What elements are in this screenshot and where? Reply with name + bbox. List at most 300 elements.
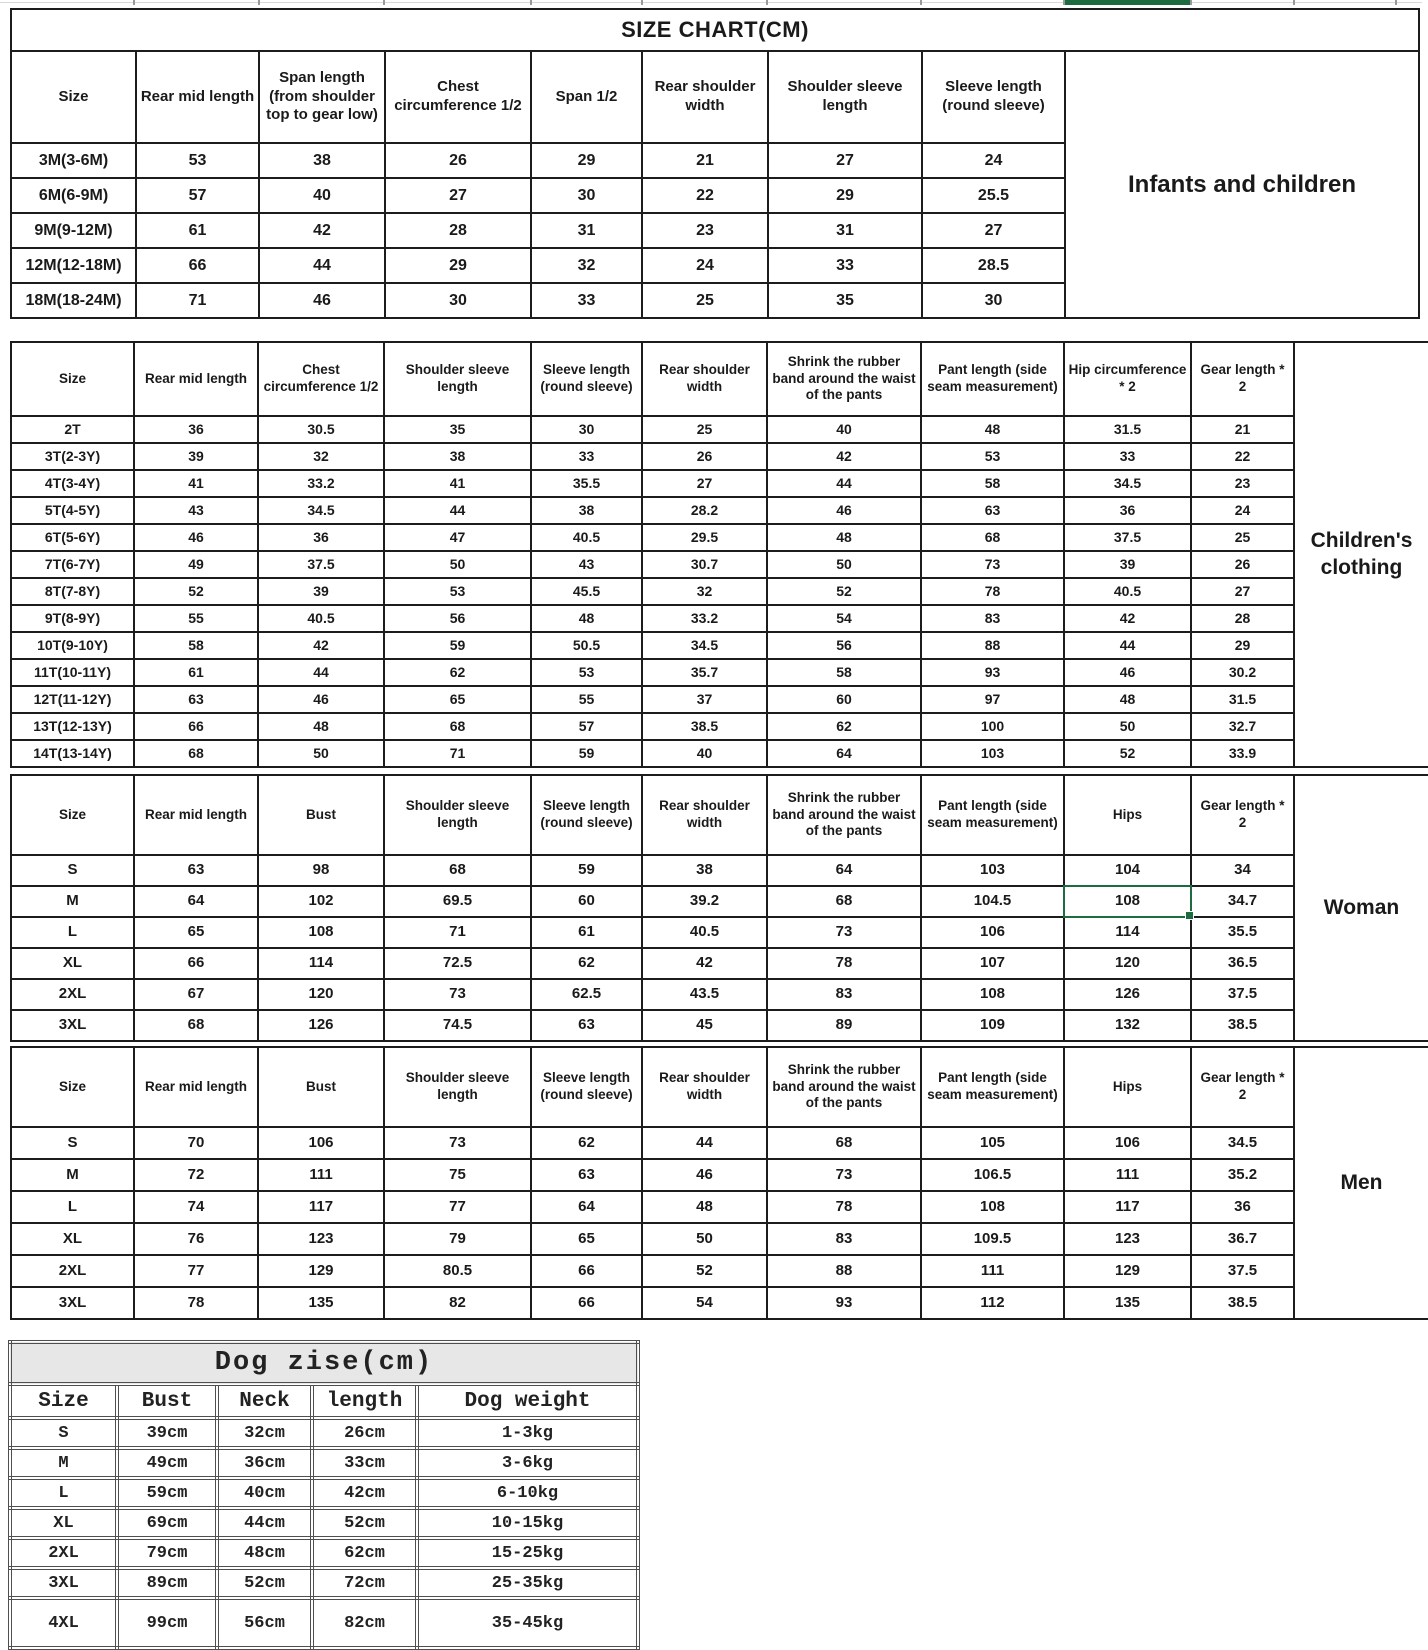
size-value: 66 bbox=[134, 948, 258, 979]
size-value: 44 bbox=[384, 497, 531, 524]
size-row-label: XL bbox=[11, 948, 134, 979]
size-value: 60 bbox=[767, 686, 921, 713]
dog-size-value: 42cm bbox=[312, 1478, 417, 1508]
size-value: 62.5 bbox=[531, 979, 642, 1010]
size-row-label: 7T(6-7Y) bbox=[11, 551, 134, 578]
dog-size-value: 49cm bbox=[117, 1448, 217, 1478]
selection-handle[interactable] bbox=[1185, 911, 1194, 920]
size-value: 37 bbox=[642, 686, 767, 713]
dog-column-header: Neck bbox=[217, 1384, 312, 1418]
size-row-label: 5T(4-5Y) bbox=[11, 497, 134, 524]
size-value: 57 bbox=[531, 713, 642, 740]
size-row-label: M bbox=[11, 886, 134, 917]
size-value: 32.7 bbox=[1191, 713, 1294, 740]
size-value: 42 bbox=[259, 213, 385, 248]
size-value: 46 bbox=[642, 1159, 767, 1191]
size-row-label: 14T(13-14Y) bbox=[11, 740, 134, 767]
dog-size-value: 48cm bbox=[217, 1538, 312, 1568]
size-value: 30.7 bbox=[642, 551, 767, 578]
size-value: 132 bbox=[1064, 1010, 1191, 1041]
woman-column-header: Sleeve length (round sleeve) bbox=[531, 775, 642, 855]
size-value: 25 bbox=[642, 416, 767, 443]
size-value: 100 bbox=[921, 713, 1064, 740]
size-value: 61 bbox=[134, 659, 258, 686]
size-row-label: 12T(11-12Y) bbox=[11, 686, 134, 713]
dog-column-header: Dog weight bbox=[417, 1384, 638, 1418]
size-value: 126 bbox=[258, 1010, 384, 1041]
size-value: 38 bbox=[259, 143, 385, 178]
size-value: 135 bbox=[1064, 1287, 1191, 1319]
size-row-label: 11T(10-11Y) bbox=[11, 659, 134, 686]
dog-size-value: 39cm bbox=[117, 1418, 217, 1448]
size-value: 111 bbox=[258, 1159, 384, 1191]
size-row-label: 9T(8-9Y) bbox=[11, 605, 134, 632]
size-value: 62 bbox=[384, 659, 531, 686]
size-value: 53 bbox=[921, 443, 1064, 470]
men-column-header: Hips bbox=[1064, 1047, 1191, 1127]
size-value: 21 bbox=[1191, 416, 1294, 443]
size-value: 66 bbox=[134, 713, 258, 740]
gridline-tick bbox=[258, 0, 260, 5]
size-value: 33 bbox=[768, 248, 922, 283]
size-value: 46 bbox=[134, 524, 258, 551]
size-value: 58 bbox=[921, 470, 1064, 497]
gridline-tick bbox=[383, 0, 385, 5]
size-value: 114 bbox=[1064, 917, 1191, 948]
size-value: 68 bbox=[134, 1010, 258, 1041]
size-value: 23 bbox=[642, 213, 768, 248]
size-value: 36 bbox=[258, 524, 384, 551]
size-value: 50 bbox=[642, 1223, 767, 1255]
size-value: 66 bbox=[531, 1255, 642, 1287]
size-value: 68 bbox=[384, 713, 531, 740]
dog-size-value: 72cm bbox=[312, 1568, 417, 1598]
size-value: 74 bbox=[134, 1191, 258, 1223]
size-row-label: 13T(12-13Y) bbox=[11, 713, 134, 740]
size-value: 28 bbox=[385, 213, 531, 248]
gridline-tick bbox=[641, 0, 643, 5]
dog-size-value: 40cm bbox=[217, 1478, 312, 1508]
size-value: 108 bbox=[921, 1191, 1064, 1223]
size-value: 21 bbox=[642, 143, 768, 178]
dog-size-value: 56cm bbox=[217, 1598, 312, 1648]
size-value: 38.5 bbox=[1191, 1287, 1294, 1319]
dog-size-value: 62cm bbox=[312, 1538, 417, 1568]
size-value: 109 bbox=[921, 1010, 1064, 1041]
woman-column-header: Bust bbox=[258, 775, 384, 855]
dog-size-row-label: XL bbox=[10, 1508, 117, 1538]
dog-size-row-label: 3XL bbox=[10, 1568, 117, 1598]
woman-column-header: Hips bbox=[1064, 775, 1191, 855]
size-value: 58 bbox=[134, 632, 258, 659]
dog-size-row-label: L bbox=[10, 1478, 117, 1508]
size-value: 70 bbox=[134, 1127, 258, 1159]
size-value: 25.5 bbox=[922, 178, 1065, 213]
size-value: 106 bbox=[258, 1127, 384, 1159]
children-column-header: Size bbox=[11, 342, 134, 416]
men-column-header: Shoulder sleeve length bbox=[384, 1047, 531, 1127]
dog-size-value: 89cm bbox=[117, 1568, 217, 1598]
infants-column-header: Span 1/2 bbox=[531, 51, 642, 143]
size-value: 55 bbox=[134, 605, 258, 632]
woman-column-header: Pant length (side seam measurement) bbox=[921, 775, 1064, 855]
size-value: 105 bbox=[921, 1127, 1064, 1159]
size-value: 68 bbox=[921, 524, 1064, 551]
size-value: 50 bbox=[1064, 713, 1191, 740]
men-group-label: Men bbox=[1294, 1047, 1428, 1319]
size-value: 24 bbox=[922, 143, 1065, 178]
infants-column-header: Span length (from shoulder top to gear low) bbox=[259, 51, 385, 143]
size-value: 26 bbox=[642, 443, 767, 470]
size-value: 50 bbox=[258, 740, 384, 767]
children-column-header: Sleeve length (round sleeve) bbox=[531, 342, 642, 416]
dog-size-value: 26cm bbox=[312, 1418, 417, 1448]
size-row-label: L bbox=[11, 917, 134, 948]
size-chart-title: SIZE CHART(CM) bbox=[11, 9, 1419, 51]
gridline-tick bbox=[1293, 0, 1295, 5]
size-value: 43 bbox=[134, 497, 258, 524]
size-value: 35.5 bbox=[531, 470, 642, 497]
dog-size-value: 32cm bbox=[217, 1418, 312, 1448]
size-value: 59 bbox=[384, 632, 531, 659]
dog-size-table bbox=[8, 1340, 640, 1650]
gridline-tick bbox=[133, 0, 135, 5]
size-row-label: XL bbox=[11, 1223, 134, 1255]
size-value: 65 bbox=[134, 917, 258, 948]
size-value: 49 bbox=[134, 551, 258, 578]
size-value: 65 bbox=[384, 686, 531, 713]
size-value: 44 bbox=[642, 1127, 767, 1159]
gridline-tick bbox=[1063, 0, 1065, 5]
size-row-label: 9M(9-12M) bbox=[11, 213, 136, 248]
size-value: 22 bbox=[1191, 443, 1294, 470]
size-value: 31 bbox=[531, 213, 642, 248]
size-value: 28.2 bbox=[642, 497, 767, 524]
size-row-label: 3T(2-3Y) bbox=[11, 443, 134, 470]
size-value: 48 bbox=[531, 605, 642, 632]
dog-table-title: Dog zise(cm) bbox=[10, 1342, 638, 1384]
size-value: 73 bbox=[767, 917, 921, 948]
size-value: 109.5 bbox=[921, 1223, 1064, 1255]
size-value: 30.5 bbox=[258, 416, 384, 443]
size-value: 48 bbox=[258, 713, 384, 740]
size-value: 24 bbox=[1191, 497, 1294, 524]
dog-size-value: 3-6kg bbox=[417, 1448, 638, 1478]
size-value: 64 bbox=[767, 855, 921, 886]
size-value: 31.5 bbox=[1191, 686, 1294, 713]
size-value: 106.5 bbox=[921, 1159, 1064, 1191]
size-value: 42 bbox=[767, 443, 921, 470]
men-column-header: Sleeve length (round sleeve) bbox=[531, 1047, 642, 1127]
children-column-header: Gear length * 2 bbox=[1191, 342, 1294, 416]
size-value: 88 bbox=[921, 632, 1064, 659]
size-value: 112 bbox=[921, 1287, 1064, 1319]
size-value: 45.5 bbox=[531, 578, 642, 605]
men-column-header: Size bbox=[11, 1047, 134, 1127]
size-value: 123 bbox=[1064, 1223, 1191, 1255]
size-value: 108 bbox=[921, 979, 1064, 1010]
size-value: 63 bbox=[921, 497, 1064, 524]
size-value: 97 bbox=[921, 686, 1064, 713]
size-value: 30 bbox=[531, 178, 642, 213]
size-value: 52 bbox=[134, 578, 258, 605]
size-value: 34.7 bbox=[1191, 886, 1294, 917]
size-row-label: 18M(18-24M) bbox=[11, 283, 136, 318]
dog-size-row-label: 4XL bbox=[10, 1598, 117, 1648]
size-value: 29 bbox=[768, 178, 922, 213]
size-value: 44 bbox=[767, 470, 921, 497]
size-value: 36.7 bbox=[1191, 1223, 1294, 1255]
size-value: 78 bbox=[134, 1287, 258, 1319]
size-row-label: L bbox=[11, 1191, 134, 1223]
gridline-tick bbox=[1395, 0, 1397, 5]
dog-size-row-label: S bbox=[10, 1418, 117, 1448]
size-value: 25 bbox=[1191, 524, 1294, 551]
size-value: 62 bbox=[531, 1127, 642, 1159]
size-value: 106 bbox=[921, 917, 1064, 948]
size-value: 40 bbox=[642, 740, 767, 767]
children-column-header: Rear mid length bbox=[134, 342, 258, 416]
dog-size-value: 33cm bbox=[312, 1448, 417, 1478]
size-value: 73 bbox=[384, 979, 531, 1010]
dog-size-value: 15-25kg bbox=[417, 1538, 638, 1568]
size-value: 54 bbox=[767, 605, 921, 632]
size-value: 29 bbox=[1191, 632, 1294, 659]
size-value: 129 bbox=[258, 1255, 384, 1287]
size-value: 60 bbox=[531, 886, 642, 917]
size-value: 27 bbox=[922, 213, 1065, 248]
size-value: 53 bbox=[531, 659, 642, 686]
size-value: 48 bbox=[1064, 686, 1191, 713]
size-value: 56 bbox=[384, 605, 531, 632]
size-value: 27 bbox=[385, 178, 531, 213]
dog-column-header: Bust bbox=[117, 1384, 217, 1418]
size-value: 34 bbox=[1191, 855, 1294, 886]
size-value: 36 bbox=[1191, 1191, 1294, 1223]
size-value: 111 bbox=[1064, 1159, 1191, 1191]
size-value: 73 bbox=[384, 1127, 531, 1159]
size-value: 88 bbox=[767, 1255, 921, 1287]
woman-column-header: Rear shoulder width bbox=[642, 775, 767, 855]
size-value: 40.5 bbox=[531, 524, 642, 551]
size-row-label: 8T(7-8Y) bbox=[11, 578, 134, 605]
size-value: 52 bbox=[1064, 740, 1191, 767]
children-column-header: Chest circumference 1/2 bbox=[258, 342, 384, 416]
size-value: 64 bbox=[134, 886, 258, 917]
size-value: 106 bbox=[1064, 1127, 1191, 1159]
size-row-label: 6M(6-9M) bbox=[11, 178, 136, 213]
size-value: 83 bbox=[921, 605, 1064, 632]
children-column-header: Shoulder sleeve length bbox=[384, 342, 531, 416]
woman-column-header: Gear length * 2 bbox=[1191, 775, 1294, 855]
selected-column-indicator bbox=[1063, 0, 1191, 5]
size-value: 53 bbox=[384, 578, 531, 605]
size-value: 42 bbox=[642, 948, 767, 979]
size-value: 40.5 bbox=[258, 605, 384, 632]
infants-column-header: Sleeve length (round sleeve) bbox=[922, 51, 1065, 143]
infants-column-header: Rear shoulder width bbox=[642, 51, 768, 143]
size-value: 120 bbox=[258, 979, 384, 1010]
size-value: 37.5 bbox=[1191, 1255, 1294, 1287]
size-value: 72 bbox=[134, 1159, 258, 1191]
size-row-label: 3XL bbox=[11, 1010, 134, 1041]
size-value: 66 bbox=[531, 1287, 642, 1319]
gridline-tick bbox=[920, 0, 922, 5]
dog-size-row-label: 2XL bbox=[10, 1538, 117, 1568]
gridline-tick bbox=[766, 0, 768, 5]
size-value: 44 bbox=[259, 248, 385, 283]
size-value: 44 bbox=[1064, 632, 1191, 659]
woman-column-header: Shrink the rubber band around the waist of the pants bbox=[767, 775, 921, 855]
size-value: 48 bbox=[767, 524, 921, 551]
children-group-label: Children's clothing bbox=[1294, 342, 1428, 767]
size-value: 54 bbox=[642, 1287, 767, 1319]
size-row-label: 3XL bbox=[11, 1287, 134, 1319]
size-value: 56 bbox=[767, 632, 921, 659]
size-row-label: S bbox=[11, 855, 134, 886]
size-value: 103 bbox=[921, 855, 1064, 886]
size-row-label: 4T(3-4Y) bbox=[11, 470, 134, 497]
size-value: 102 bbox=[258, 886, 384, 917]
size-value: 104.5 bbox=[921, 886, 1064, 917]
size-value: 58 bbox=[767, 659, 921, 686]
size-value: 68 bbox=[134, 740, 258, 767]
size-row-label: 2T bbox=[11, 416, 134, 443]
size-value: 103 bbox=[921, 740, 1064, 767]
size-value: 36 bbox=[134, 416, 258, 443]
size-row-label: 12M(12-18M) bbox=[11, 248, 136, 283]
size-value: 77 bbox=[384, 1191, 531, 1223]
size-value: 50.5 bbox=[531, 632, 642, 659]
size-value: 93 bbox=[921, 659, 1064, 686]
dog-size-value: 79cm bbox=[117, 1538, 217, 1568]
size-value: 63 bbox=[531, 1010, 642, 1041]
infants-size-table bbox=[10, 8, 1420, 319]
size-value: 120 bbox=[1064, 948, 1191, 979]
size-value: 80.5 bbox=[384, 1255, 531, 1287]
size-value: 29 bbox=[385, 248, 531, 283]
dog-size-value: 10-15kg bbox=[417, 1508, 638, 1538]
dog-column-header: Size bbox=[10, 1384, 117, 1418]
dog-size-value: 25-35kg bbox=[417, 1568, 638, 1598]
size-value: 63 bbox=[134, 686, 258, 713]
dog-column-header: length bbox=[312, 1384, 417, 1418]
woman-group-label: Woman bbox=[1294, 775, 1428, 1041]
size-value: 71 bbox=[384, 917, 531, 948]
size-value: 39 bbox=[258, 578, 384, 605]
size-value: 30 bbox=[531, 416, 642, 443]
size-value: 48 bbox=[642, 1191, 767, 1223]
size-value: 61 bbox=[531, 917, 642, 948]
size-value: 117 bbox=[1064, 1191, 1191, 1223]
gridline-tick bbox=[530, 0, 532, 5]
size-value: 117 bbox=[258, 1191, 384, 1223]
size-value: 72.5 bbox=[384, 948, 531, 979]
infants-column-header: Size bbox=[11, 51, 136, 143]
size-value: 45 bbox=[642, 1010, 767, 1041]
men-column-header: Pant length (side seam measurement) bbox=[921, 1047, 1064, 1127]
size-value: 104 bbox=[1064, 855, 1191, 886]
dog-size-value: 99cm bbox=[117, 1598, 217, 1648]
size-value: 126 bbox=[1064, 979, 1191, 1010]
size-value: 29 bbox=[531, 143, 642, 178]
size-value: 77 bbox=[134, 1255, 258, 1287]
size-value: 35.7 bbox=[642, 659, 767, 686]
size-value: 34.5 bbox=[258, 497, 384, 524]
size-value: 38.5 bbox=[642, 713, 767, 740]
size-value: 30.2 bbox=[1191, 659, 1294, 686]
dog-size-value: 6-10kg bbox=[417, 1478, 638, 1508]
size-value: 37.5 bbox=[1191, 979, 1294, 1010]
size-value: 98 bbox=[258, 855, 384, 886]
dog-size-value: 52cm bbox=[217, 1568, 312, 1598]
size-value: 46 bbox=[258, 686, 384, 713]
men-column-header: Shrink the rubber band around the waist of the pants bbox=[767, 1047, 921, 1127]
size-value: 47 bbox=[384, 524, 531, 551]
dog-size-value: 59cm bbox=[117, 1478, 217, 1508]
infants-column-header: Rear mid length bbox=[136, 51, 259, 143]
size-value: 73 bbox=[767, 1159, 921, 1191]
size-value: 31.5 bbox=[1064, 416, 1191, 443]
size-value: 30 bbox=[922, 283, 1065, 318]
size-value: 33.2 bbox=[258, 470, 384, 497]
size-value: 43.5 bbox=[642, 979, 767, 1010]
size-row-label: 6T(5-6Y) bbox=[11, 524, 134, 551]
size-value: 59 bbox=[531, 855, 642, 886]
size-row-label: M bbox=[11, 1159, 134, 1191]
men-column-header: Gear length * 2 bbox=[1191, 1047, 1294, 1127]
children-size-table bbox=[10, 341, 1428, 768]
size-value: 40.5 bbox=[642, 917, 767, 948]
size-value: 57 bbox=[136, 178, 259, 213]
size-value: 39 bbox=[1064, 551, 1191, 578]
size-value: 38 bbox=[642, 855, 767, 886]
infants-column-header: Chest circumference 1/2 bbox=[385, 51, 531, 143]
sheet-top-gridline bbox=[0, 0, 1428, 8]
size-value: 33 bbox=[531, 443, 642, 470]
size-value: 111 bbox=[921, 1255, 1064, 1287]
size-value: 38.5 bbox=[1191, 1010, 1294, 1041]
size-value: 52 bbox=[642, 1255, 767, 1287]
size-value: 29.5 bbox=[642, 524, 767, 551]
size-value: 79 bbox=[384, 1223, 531, 1255]
dog-size-value: 69cm bbox=[117, 1508, 217, 1538]
size-value: 39 bbox=[134, 443, 258, 470]
size-value: 36 bbox=[1064, 497, 1191, 524]
size-value: 32 bbox=[258, 443, 384, 470]
size-value: 39.2 bbox=[642, 886, 767, 917]
dog-size-value: 44cm bbox=[217, 1508, 312, 1538]
children-column-header: Shrink the rubber band around the waist of the pants bbox=[767, 342, 921, 416]
size-value: 52 bbox=[767, 578, 921, 605]
size-value: 82 bbox=[384, 1287, 531, 1319]
children-column-header: Hip circumference * 2 bbox=[1064, 342, 1191, 416]
woman-column-header: Rear mid length bbox=[134, 775, 258, 855]
size-row-label: 3M(3-6M) bbox=[11, 143, 136, 178]
size-value: 43 bbox=[531, 551, 642, 578]
size-value: 114 bbox=[258, 948, 384, 979]
size-value: 73 bbox=[921, 551, 1064, 578]
size-value: 78 bbox=[767, 1191, 921, 1223]
children-column-header: Pant length (side seam measurement) bbox=[921, 342, 1064, 416]
size-value: 62 bbox=[767, 713, 921, 740]
size-value: 75 bbox=[384, 1159, 531, 1191]
size-value: 50 bbox=[384, 551, 531, 578]
size-value: 36.5 bbox=[1191, 948, 1294, 979]
size-value: 30 bbox=[385, 283, 531, 318]
selected-cell[interactable]: 108 bbox=[1064, 886, 1191, 917]
size-value: 31 bbox=[768, 213, 922, 248]
